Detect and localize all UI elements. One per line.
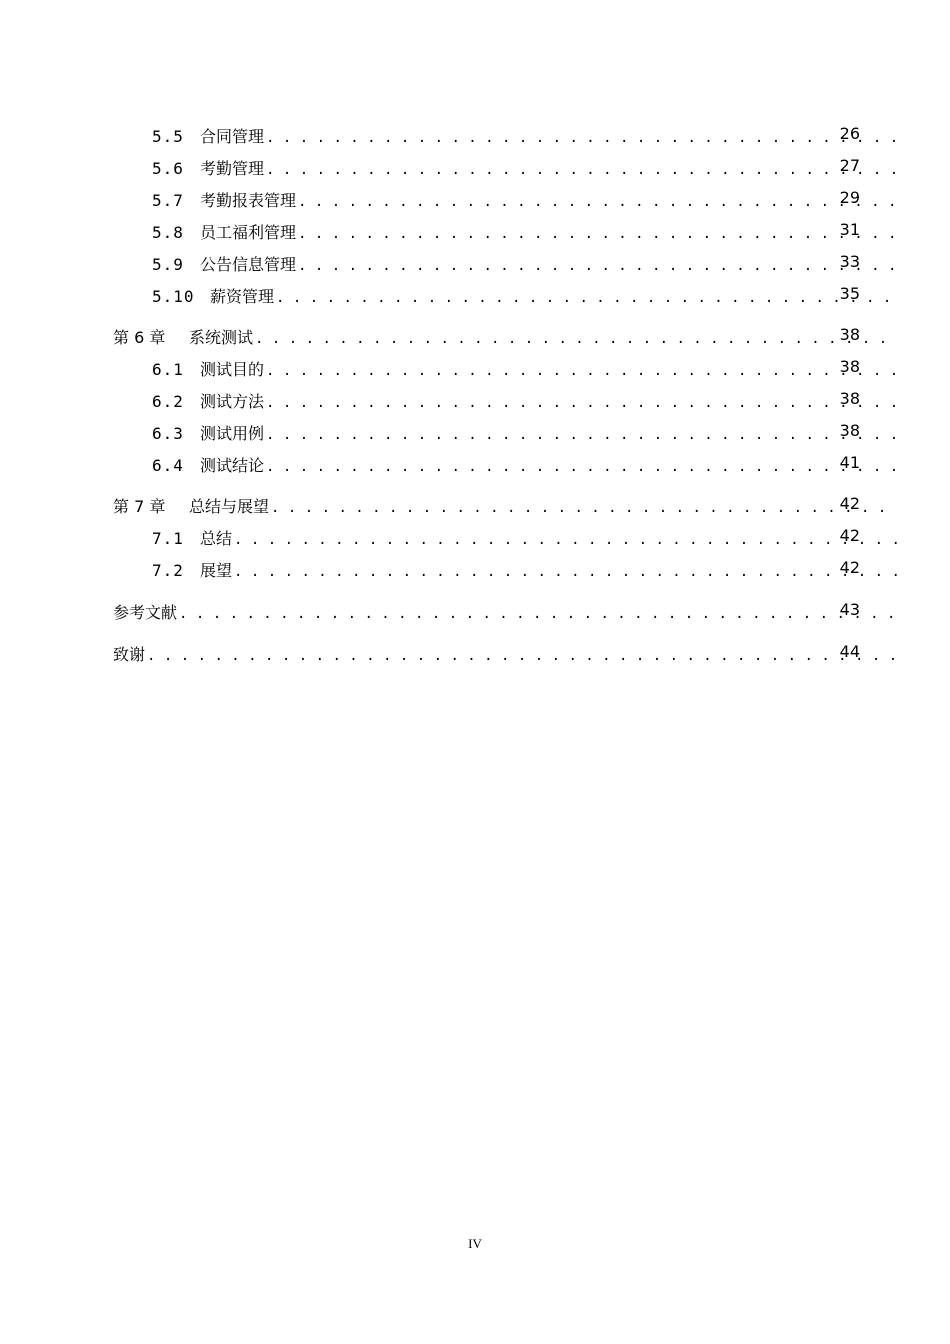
dot-leader	[255, 331, 898, 347]
toc-title: 测试结论	[200, 456, 265, 475]
toc-page-number: 35	[839, 284, 860, 303]
toc-title: 测试目的	[200, 360, 265, 379]
toc-page-number: 29	[839, 188, 860, 207]
dot-leader	[298, 258, 898, 274]
toc-page-number: 42	[839, 526, 860, 545]
toc-number: 5.8	[152, 223, 184, 242]
dot-leader	[298, 226, 898, 242]
toc-entry-7-1[interactable]	[0, 526, 950, 552]
toc-title: 合同管理	[200, 127, 265, 146]
toc-page-number: 42	[839, 494, 860, 513]
toc-number: 6.4	[152, 456, 184, 475]
dot-leader	[179, 606, 898, 622]
toc-entry-chapter-6[interactable]	[0, 325, 950, 351]
toc-title: 展望	[200, 561, 233, 580]
toc-page-number: 38	[839, 325, 860, 344]
toc-chapter-number: 第 6 章	[113, 328, 166, 347]
toc-entry-5-9[interactable]	[0, 252, 950, 278]
dot-leader	[266, 459, 898, 475]
toc-number: 5.5	[152, 127, 184, 146]
toc-entry-5-8[interactable]	[0, 220, 950, 246]
dot-leader	[298, 194, 898, 210]
toc-page-number: 38	[839, 389, 860, 408]
toc-title: 考勤报表管理	[200, 191, 297, 210]
toc-title: 测试用例	[200, 424, 265, 443]
toc-number: 6.1	[152, 360, 184, 379]
toc-entry-5-6[interactable]	[0, 156, 950, 182]
toc-entry-acknowledgements[interactable]	[0, 642, 950, 668]
toc-page-number: 33	[839, 252, 860, 271]
toc-entry-chapter-7[interactable]	[0, 494, 950, 520]
dot-leader	[266, 395, 898, 411]
dot-leader	[234, 564, 898, 580]
dot-leader	[234, 532, 898, 548]
dot-leader	[266, 363, 898, 379]
toc-entry-5-5[interactable]	[0, 124, 950, 150]
toc-entry-5-10[interactable]	[0, 284, 950, 310]
toc-page-number: 41	[839, 453, 860, 472]
toc-title: 致谢	[113, 645, 146, 664]
toc-title: 参考文献	[113, 603, 178, 622]
toc-title: 总结与展望	[189, 497, 270, 516]
toc-page-number: 43	[839, 600, 860, 619]
toc-number: 7.2	[152, 561, 184, 580]
toc-number: 5.9	[152, 255, 184, 274]
toc-title: 考勤管理	[200, 159, 265, 178]
toc-title: 总结	[200, 529, 233, 548]
toc-entry-6-1[interactable]	[0, 357, 950, 383]
toc-title: 系统测试	[189, 328, 254, 347]
toc-number: 5.7	[152, 191, 184, 210]
dot-leader	[276, 290, 898, 306]
toc-page-number: 26	[839, 124, 860, 143]
dot-leader	[266, 427, 898, 443]
toc-page-number: 38	[839, 421, 860, 440]
dot-leader	[271, 500, 898, 516]
dot-leader	[266, 162, 898, 178]
toc-entry-6-4[interactable]	[0, 453, 950, 479]
toc-title: 薪资管理	[210, 287, 275, 306]
dot-leader	[266, 130, 898, 146]
toc-page-number: 44	[839, 642, 860, 661]
toc-page-number: 42	[839, 558, 860, 577]
toc-entry-6-3[interactable]	[0, 421, 950, 447]
toc-title: 公告信息管理	[200, 255, 297, 274]
toc-page-number: 38	[839, 357, 860, 376]
toc-page-number: 31	[839, 220, 860, 239]
toc-chapter-number: 第 7 章	[113, 497, 166, 516]
toc-number: 6.2	[152, 392, 184, 411]
toc-entry-7-2[interactable]	[0, 558, 950, 584]
toc-number: 5.6	[152, 159, 184, 178]
toc-entry-5-7[interactable]	[0, 188, 950, 214]
toc-number: 7.1	[152, 529, 184, 548]
toc-title: 员工福利管理	[200, 223, 297, 242]
toc-title: 测试方法	[200, 392, 265, 411]
toc-page-number: 27	[839, 156, 860, 175]
page-footer-number: IV	[468, 1236, 482, 1251]
toc-number: 6.3	[152, 424, 184, 443]
toc-entry-references[interactable]	[0, 600, 950, 626]
toc-number: 5.10	[152, 287, 195, 306]
dot-leader	[147, 648, 898, 664]
toc-entry-6-2[interactable]	[0, 389, 950, 415]
